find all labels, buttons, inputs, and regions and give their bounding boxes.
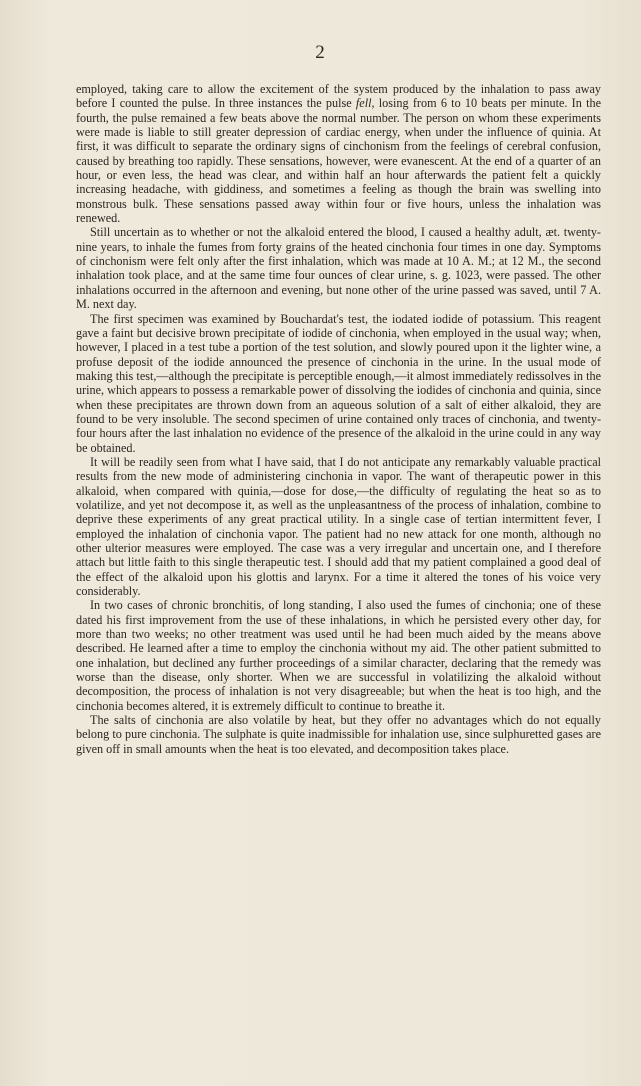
paragraph-4: It will be readily seen from what I have said, that I do not anticipate any remarkably valuable practical results from the new mode of administering cinchonia in vapor. The want of therapeutic power in this alkaloid, when compared with quinia,—dose for dose,—the difficulty of regulating the heat so as to volatilize, and yet not decompose it, as well as the unpleasantness of the process of inhalation, combine to deprive these experiments of any great practical utility. In a single case of tertian intermittent fever, I employed the inhalation of cinchonia vapor. The patient had no new attack for one month, although no other ulterior measures were employed. The case was a very irregular and uncertain one, and I therefore attach but little faith to this single therapeutic test. I should add that my patient complained a good deal of the effect of the alkaloid upon his glottis and larynx. For a time it altered the tones of his voice very considerably. <box>76 454 601 599</box>
page-number: 2 <box>315 42 326 63</box>
paragraph-1-lead: employed, taking care to allow the excitement of the system produced by the inhalation to pass away before I counted the pulse. In three instances the pulse <box>76 82 601 111</box>
paragraph-1 <box>76 82 601 225</box>
paragraph-2: Still uncertain as to whether or not the alkaloid entered the blood, I caused a healthy adult, æt. twenty-nine years, to inhale the fumes from forty grains of the heated cinchonia four times in one day. Symptoms of cinchonism were felt only after the first inhalation, which was made at 10 A. M.; at 12 M., the second inhalation took place, and at the same time four ounces of clear urine, s. g. 1023, were passed. The other inhalations occurred in the afternoon and evening, but none other of the urine passed was saved, until 7 A. M. next day. <box>76 225 601 312</box>
paragraph-1-rest: , losing from 6 to 10 beats per minute. In the fourth, the pulse remained a few beats above the normal number. The person on whom these experiments were made is liable to still greater depression of cardiac energy, when under the influence of quinia. At first, it was difficult to separate the ordinary signs of cinchonism from the feelings of cerebral confusion, caused by breathing too rapidly. These sensations, however, were evanescent. At the end of a quarter of an hour, or even less, the head was clear, and within half an hour afterwards the patient felt a quickly increasing headache, with giddiness, and sometimes a feeling as though the brain was swelling into monstrous bulk. These sensations passed away within four or five hours, unless the inhalation was renewed. <box>76 96 601 226</box>
paragraph-5: In two cases of chronic bronchitis, of long standing, I also used the fumes of cinchonia; one of these dated his first improvement from the use of these inhalations, in which he persisted every other day, for more than two weeks; no other treatment was used until he had been much aided by the means above described. He learned after a time to employ the cinchonia without my aid. The other patient submitted to one inhalation, but declined any further proceedings of a similar character, declaring that the remedy was worse than the disease, only shorter. When we are successful in volatilizing the alkaloid without decomposition, the process of inhalation is not very disagreeable; but when the heat is too high, and the cinchonia becomes altered, it is extremely difficult to continue to breathe it. <box>76 598 601 713</box>
paragraph-3: The first specimen was examined by Bouchardat's test, the iodated iodide of potassium. This reagent gave a faint but decisive brown precipitate of iodide of cinchonia, when employed in the usual way; when, however, I placed in a test tube a portion of the test solution, and slowly poured upon it the lighter wine, a profuse deposit of the iodide announced the presence of cinchonia in the urine. In the usual mode of making this test,—although the precipitate is perceptible enough,—it almost immediately redissolves in the urine, which appears to possess a remarkable power of dissolving the iodides of cinchonia and quinia, since when these precipitates are thrown down from an aqueous solution of a salt of either alkaloid, they are found to be very insoluble. The second specimen of urine contained only traces of cinchonia, and twenty-four hours after the last inhalation no evidence of the presence of the alkaloid in the urine could in any way be obtained. <box>76 311 601 455</box>
paragraph-6: The salts of cinchonia are also volatile by heat, but they offer no advantages which do not equally belong to pure cinchonia. The sulphate is quite inadmissible for inhalation use, since sulphuretted gases are given off in small amounts when the heat is too elevated, and decomposition takes place. <box>76 713 601 756</box>
emphasis-fell: fell <box>355 96 372 111</box>
